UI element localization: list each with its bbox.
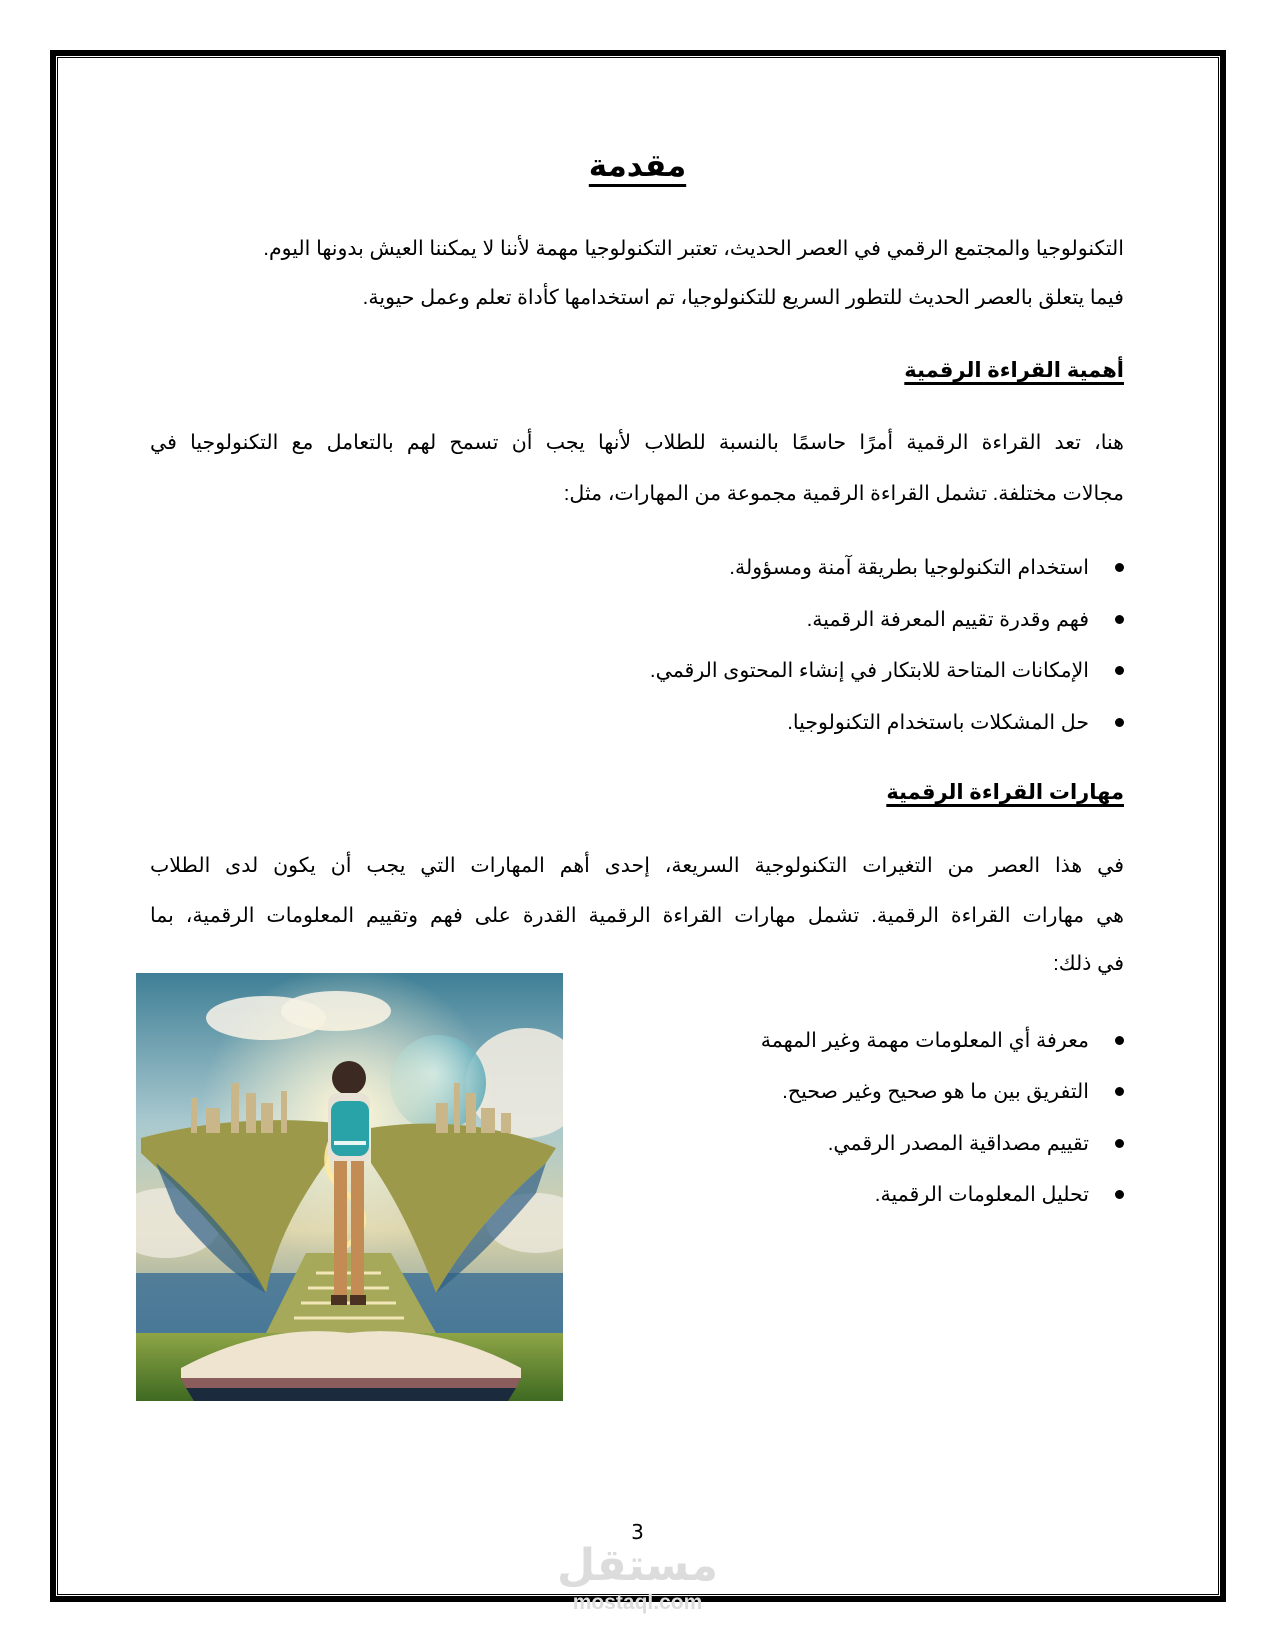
list-item: [828, 1131, 1124, 1156]
bullet-icon: [1115, 1139, 1124, 1148]
list-item: [761, 1028, 1124, 1053]
section-heading-skills: [886, 780, 1124, 805]
list-item: [807, 607, 1124, 632]
list-item: [729, 555, 1124, 580]
bullet-icon: [1115, 1036, 1124, 1045]
section2-paragraph-line-3: في ذلك:: [1053, 952, 1124, 975]
section1-paragraph-line-2: مجالات مختلفة. تشمل القراءة الرقمية مجموعة من المهارات، مثل:: [563, 482, 1124, 505]
list-item: [782, 1079, 1124, 1104]
section2-paragraph-line-1: في هذا العصر من التغيرات التكنولوجية السريعة، إحدى أهم المهارات التي يجب أن يكون لدى الطلاب: [150, 854, 1124, 877]
bullet-icon: [1115, 666, 1124, 675]
list-item: [787, 710, 1124, 735]
list-item-text: معرفة أي المعلومات مهمة وغير المهمة: [760, 1029, 1089, 1052]
bullet-icon: [1115, 718, 1124, 727]
watermark-logo-latin: mostaql.com: [572, 1591, 703, 1614]
section-heading-importance-text: أهمية القراءة الرقمية: [904, 359, 1124, 382]
list-item-text: تقييم مصداقية المصدر الرقمي.: [827, 1132, 1089, 1155]
boy-on-book-illustration-icon: [136, 973, 563, 1401]
section2-paragraph-line-2: هي مهارات القراءة الرقمية. تشمل مهارات القراءة الرقمية القدرة على فهم وتقييم المعلومات الرقمية، بما: [150, 904, 1124, 927]
section-heading-importance: [904, 358, 1124, 383]
bullet-icon: [1115, 615, 1124, 624]
bullet-icon: [1115, 1087, 1124, 1096]
list-item-text: الإمكانات المتاحة للابتكار في إنشاء المحتوى الرقمي.: [649, 659, 1089, 682]
section1-paragraph-line-1: هنا، تعد القراءة الرقمية أمرًا حاسمًا بالنسبة للطلاب لأنها يجب أن تسمح لهم بالتعامل مع التكنولوجيا في: [150, 431, 1124, 454]
list-item: [875, 1182, 1124, 1207]
list-item-text: فهم وقدرة تقييم المعرفة الرقمية.: [806, 608, 1089, 631]
page-number: 3: [631, 1520, 644, 1544]
bullet-icon: [1115, 1190, 1124, 1199]
intro-line-1: التكنولوجيا والمجتمع الرقمي في العصر الحديث، تعتبر التكنولوجيا مهمة لأننا لا يمكننا العيش بدونها اليوم.: [263, 237, 1124, 260]
illustration-image: [136, 973, 563, 1401]
list-item-text: حل المشكلات باستخدام التكنولوجيا.: [787, 711, 1089, 734]
page-title: [0, 148, 1275, 184]
section-heading-skills-text: مهارات القراءة الرقمية: [886, 781, 1124, 804]
intro-line-2: فيما يتعلق بالعصر الحديث للتطور السريع للتكنولوجيا، تم استخدامها كأداة تعلم وعمل حيوية.: [362, 286, 1124, 309]
watermark-logo-arabic: مستقل: [557, 1541, 718, 1590]
list-item: [650, 658, 1124, 683]
bullet-icon: [1115, 563, 1124, 572]
list-item-text: استخدام التكنولوجيا بطريقة آمنة ومسؤولة.: [729, 556, 1089, 579]
page-title-text: مقدمة: [588, 148, 687, 183]
list-item-text: التفريق بين ما هو صحيح وغير صحيح.: [782, 1080, 1089, 1103]
list-item-text: تحليل المعلومات الرقمية.: [874, 1183, 1089, 1206]
